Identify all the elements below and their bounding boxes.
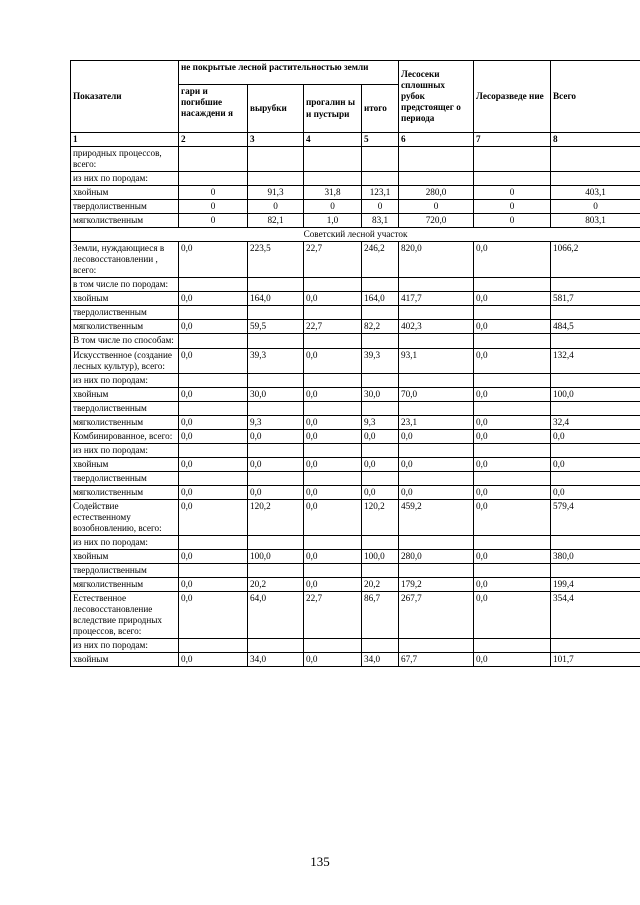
cell-value: 0,0 [304,387,362,401]
section-row [71,228,640,242]
cell-value [179,639,248,653]
cell-value [474,373,551,387]
cell-value: 223,5 [248,242,304,278]
cell-value [399,401,474,415]
header-clearings: прогалин ы и пустыри [304,85,362,133]
cell-value: 82,1 [248,214,304,228]
cell-value: 0,0 [304,348,362,373]
cell-value: 0,0 [248,457,304,471]
row-label: из них по породам: [71,373,179,387]
cell-value: 132,4 [551,348,640,373]
cell-value: 720,0 [399,214,474,228]
column-number: 4 [304,133,362,147]
cell-value: 64,0 [248,592,304,639]
row-label: хвойным [71,387,179,401]
cell-value [399,147,474,172]
cell-value: 0,0 [304,457,362,471]
row-label: из них по породам: [71,443,179,457]
cell-value [399,535,474,549]
cell-value: 9,3 [248,415,304,429]
cell-value: 0,0 [304,499,362,535]
table-row [71,639,640,653]
table-row [71,499,640,535]
cell-value: 0,0 [179,499,248,535]
cell-value [304,443,362,457]
cell-value: 0,0 [362,485,399,499]
cell-value [304,147,362,172]
cell-value: 0 [179,186,248,200]
cell-value: 0 [399,200,474,214]
cell-value [248,401,304,415]
cell-value [248,278,304,292]
cell-value: 86,7 [362,592,399,639]
cell-value: 9,3 [362,415,399,429]
cell-value [304,306,362,320]
row-label: Естественное лесовосстановление вследствие природных процессов, всего: [71,592,179,639]
cell-value: 0 [551,200,640,214]
column-number: 6 [399,133,474,147]
cell-value: 579,4 [551,499,640,535]
cell-value: 93,1 [399,348,474,373]
row-label: твердолиственным [71,200,179,214]
row-label: мягколиственным [71,485,179,499]
row-label: мягколиственным [71,415,179,429]
table-row [71,457,640,471]
row-label: твердолиственным [71,306,179,320]
cell-value [474,564,551,578]
cell-value [304,172,362,186]
cell-value [551,278,640,292]
cell-value [179,401,248,415]
table-row [71,535,640,549]
cell-value: 0,0 [179,415,248,429]
table-row [71,549,640,563]
cell-value [474,401,551,415]
cell-value: 0,0 [304,549,362,563]
cell-value [362,471,399,485]
table-row [71,443,640,457]
cell-value: 0,0 [304,653,362,667]
cell-value: 280,0 [399,186,474,200]
table-row [71,320,640,334]
header-cuttings: вырубки [248,85,304,133]
cell-value [248,443,304,457]
cell-value: 0,0 [179,457,248,471]
cell-value [179,172,248,186]
cell-value: 0,0 [179,429,248,443]
cell-value [474,172,551,186]
cell-value [179,471,248,485]
cell-value: 164,0 [248,292,304,306]
cell-value: 0,0 [179,485,248,499]
row-label: хвойным [71,549,179,563]
cell-value: 0,0 [304,429,362,443]
cell-value: 459,2 [399,499,474,535]
cell-value [474,639,551,653]
cell-value [304,535,362,549]
table-row [71,292,640,306]
cell-value: 0,0 [474,415,551,429]
cell-value: 100,0 [248,549,304,563]
cell-value [399,471,474,485]
cell-value: 82,2 [362,320,399,334]
cell-value: 0 [362,200,399,214]
cell-value: 0 [474,200,551,214]
table-row [71,242,640,278]
column-number: 8 [551,133,640,147]
table-row [71,471,640,485]
row-label: твердолиственным [71,471,179,485]
cell-value [362,639,399,653]
cell-value [399,443,474,457]
cell-value [551,172,640,186]
cell-value: 803,1 [551,214,640,228]
cell-value: 30,0 [248,387,304,401]
cell-value: 123,1 [362,186,399,200]
cell-value: 0 [474,186,551,200]
column-number: 7 [474,133,551,147]
cell-value: 22,7 [304,242,362,278]
cell-value: 0,0 [399,429,474,443]
cell-value: 0,0 [179,549,248,563]
cell-value [248,334,304,348]
cell-value [362,147,399,172]
cell-value [179,334,248,348]
table-row [71,401,640,415]
cell-value: 20,2 [248,578,304,592]
cell-value [248,564,304,578]
cell-value: 0 [179,214,248,228]
table-row [71,653,640,667]
cell-value: 120,2 [362,499,399,535]
cell-value: 0,0 [362,429,399,443]
table-row [71,214,640,228]
cell-value [362,443,399,457]
cell-value [248,306,304,320]
cell-value: 0,0 [179,653,248,667]
cell-value: 0,0 [179,242,248,278]
cell-value [474,278,551,292]
cell-value [399,334,474,348]
cell-value [551,373,640,387]
cell-value [248,535,304,549]
cell-value [551,471,640,485]
cell-value [551,639,640,653]
row-label: природных процессов, всего: [71,147,179,172]
cell-value: 0,0 [179,348,248,373]
cell-value: 0 [304,200,362,214]
table-row [71,485,640,499]
header-total: Всего [551,61,640,133]
cell-value: 0,0 [474,348,551,373]
cell-value: 403,1 [551,186,640,200]
row-label: хвойным [71,292,179,306]
cell-value: 0,0 [474,485,551,499]
table-row [71,592,640,639]
cell-value: 0,0 [304,578,362,592]
table-row [71,429,640,443]
cell-value [399,278,474,292]
cell-value: 820,0 [399,242,474,278]
cell-value: 34,0 [248,653,304,667]
cell-value: 0,0 [474,592,551,639]
cell-value [248,147,304,172]
cell-value [399,564,474,578]
table-row [71,415,640,429]
table-row [71,564,640,578]
row-label: из них по породам: [71,172,179,186]
cell-value: 0,0 [474,292,551,306]
row-label: Содействие естественному возобновлению, всего: [71,499,179,535]
cell-value: 484,5 [551,320,640,334]
cell-value: 0 [248,200,304,214]
cell-value [551,564,640,578]
cell-value [362,334,399,348]
row-label: В том числе по способам: [71,334,179,348]
cell-value: 59,5 [248,320,304,334]
cell-value: 0,0 [551,429,640,443]
cell-value [179,535,248,549]
cell-value [179,278,248,292]
cell-value: 70,0 [399,387,474,401]
row-label: хвойным [71,457,179,471]
cell-value: 101,7 [551,653,640,667]
cell-value [304,401,362,415]
cell-value [248,373,304,387]
row-label: Земли, нуждающиеся в лесовосстановлении , всего: [71,242,179,278]
header-indicators: Показатели [71,61,179,133]
cell-value: 417,7 [399,292,474,306]
column-number: 2 [179,133,248,147]
cell-value [551,535,640,549]
cell-value: 0,0 [179,292,248,306]
row-label: из них по породам: [71,535,179,549]
cell-value: 0,0 [474,387,551,401]
document-page [70,60,640,667]
cell-value: 0,0 [551,485,640,499]
cell-value [179,147,248,172]
cell-value: 280,0 [399,549,474,563]
cell-value: 1066,2 [551,242,640,278]
row-label: мягколиственным [71,578,179,592]
cell-value [551,306,640,320]
cell-value [362,306,399,320]
row-label: Комбинированное, всего: [71,429,179,443]
cell-value: 0,0 [248,485,304,499]
table-row [71,373,640,387]
cell-value: 67,7 [399,653,474,667]
cell-value: 246,2 [362,242,399,278]
table-row [71,172,640,186]
column-number: 5 [362,133,399,147]
cell-value: 1,0 [304,214,362,228]
cell-value: 22,7 [304,320,362,334]
cell-value [474,147,551,172]
table-row [71,348,640,373]
cell-value: 32,4 [551,415,640,429]
table-row [71,186,640,200]
cell-value: 0,0 [179,320,248,334]
header-afforestation: Лесоразведе ние [474,61,551,133]
cell-value [474,443,551,457]
cell-value: 91,3 [248,186,304,200]
row-label: из них по породам: [71,639,179,653]
cell-value: 380,0 [551,549,640,563]
cell-value [362,535,399,549]
cell-value [474,334,551,348]
cell-value: 0,0 [304,415,362,429]
cell-value: 100,0 [551,387,640,401]
cell-value: 0,0 [399,457,474,471]
cell-value [551,147,640,172]
row-label: Искусственное (создание лесных культур), всего: [71,348,179,373]
cell-value: 39,3 [248,348,304,373]
cell-value: 199,4 [551,578,640,592]
cell-value: 0,0 [362,457,399,471]
cell-value: 354,4 [551,592,640,639]
cell-value: 0,0 [474,549,551,563]
cell-value [304,334,362,348]
cell-value [551,443,640,457]
cell-value: 164,0 [362,292,399,306]
cell-value [362,564,399,578]
row-label: хвойным [71,653,179,667]
cell-value [304,471,362,485]
cell-value [399,373,474,387]
cell-value [248,471,304,485]
header-clearcuts: Лесосеки сплошных рубок предстоящег о периода [399,61,474,133]
forest-restoration-table [70,60,640,667]
header-subtotal: итого [362,85,399,133]
cell-value: 0 [474,214,551,228]
cell-value: 0,0 [304,292,362,306]
cell-value [248,639,304,653]
cell-value: 402,3 [399,320,474,334]
column-number: 1 [71,133,179,147]
row-label: твердолиственным [71,401,179,415]
table-row [71,387,640,401]
cell-value [399,172,474,186]
table-row [71,578,640,592]
row-label: мягколиственным [71,320,179,334]
cell-value [179,564,248,578]
table-row [71,334,640,348]
header-group-unforested: не покрытые лесной растительностью земли [179,61,399,85]
table-row [71,306,640,320]
cell-value: 0,0 [474,242,551,278]
cell-value: 0 [179,200,248,214]
cell-value: 83,1 [362,214,399,228]
cell-value: 0,0 [551,457,640,471]
cell-value: 23,1 [399,415,474,429]
cell-value [179,443,248,457]
cell-value [474,535,551,549]
column-numbers-row [71,133,640,147]
row-label: в том числе по породам: [71,278,179,292]
header-burned: гари и погибшие насаждени я [179,85,248,133]
cell-value [304,639,362,653]
cell-value [551,334,640,348]
cell-value [362,172,399,186]
cell-value: 0,0 [248,429,304,443]
cell-value: 0,0 [474,578,551,592]
cell-value [179,306,248,320]
table-row [71,200,640,214]
row-label: хвойным [71,186,179,200]
cell-value: 22,7 [304,592,362,639]
cell-value: 0,0 [179,387,248,401]
row-label: мягколиственным [71,214,179,228]
cell-value: 31,8 [304,186,362,200]
cell-value: 0,0 [304,485,362,499]
cell-value: 267,7 [399,592,474,639]
cell-value [179,373,248,387]
cell-value: 120,2 [248,499,304,535]
cell-value: 0,0 [474,653,551,667]
cell-value [399,639,474,653]
cell-value: 0,0 [179,592,248,639]
cell-value [304,564,362,578]
cell-value [362,373,399,387]
section-title: Советский лесной участок [71,228,640,242]
cell-value [304,373,362,387]
cell-value: 0,0 [399,485,474,499]
cell-value: 30,0 [362,387,399,401]
cell-value: 0,0 [474,457,551,471]
cell-value [248,172,304,186]
cell-value: 179,2 [399,578,474,592]
cell-value: 0,0 [179,578,248,592]
cell-value [551,401,640,415]
cell-value [362,278,399,292]
table-row [71,147,640,172]
cell-value [304,278,362,292]
cell-value: 0,0 [474,429,551,443]
cell-value: 0,0 [474,320,551,334]
cell-value: 39,3 [362,348,399,373]
cell-value: 20,2 [362,578,399,592]
row-label: твердолиственным [71,564,179,578]
cell-value: 34,0 [362,653,399,667]
cell-value [399,306,474,320]
cell-value [474,306,551,320]
table-row [71,278,640,292]
column-number: 3 [248,133,304,147]
cell-value: 581,7 [551,292,640,306]
cell-value: 100,0 [362,549,399,563]
cell-value [362,401,399,415]
page-number: 135 [310,854,330,869]
cell-value [474,471,551,485]
cell-value: 0,0 [474,499,551,535]
